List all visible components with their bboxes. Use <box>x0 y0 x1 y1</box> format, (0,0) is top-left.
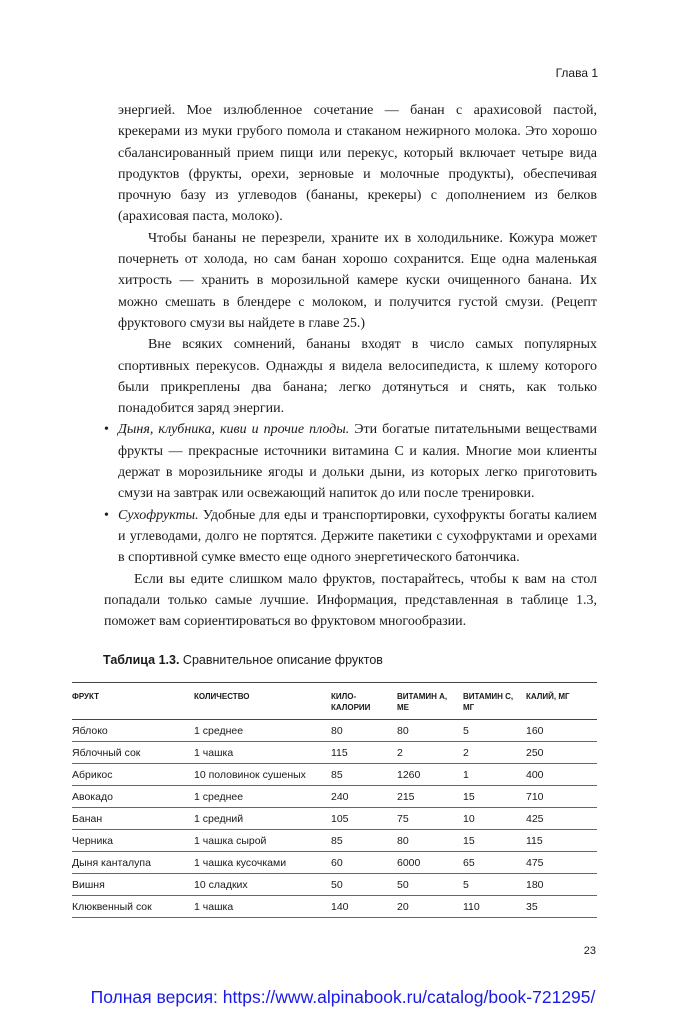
table-cell: 10 половинок сушеных <box>194 764 331 786</box>
table-cell: 115 <box>526 830 597 852</box>
col-header: КОЛИЧЕСТВО <box>194 683 331 720</box>
table-cell: Клюквенный сок <box>72 896 194 918</box>
table-cell: 400 <box>526 764 597 786</box>
table-cell: 1 чашка кусочками <box>194 852 331 874</box>
table-cell: 80 <box>331 720 397 742</box>
table-cell: 10 сладких <box>194 874 331 896</box>
table-cell: 425 <box>526 808 597 830</box>
table-cell: 85 <box>331 764 397 786</box>
table-row <box>72 852 597 874</box>
table-cell: 35 <box>526 896 597 918</box>
col-header: ВИТАМИН С, МГ <box>463 683 526 720</box>
bullet-lead: Дыня, клубника, киви и прочие плоды. <box>118 422 350 438</box>
table-cell: 2 <box>397 742 463 764</box>
bullet-lead: Сухофрукты. <box>118 507 199 523</box>
table-cell: 180 <box>526 874 597 896</box>
table-cell: 75 <box>397 808 463 830</box>
table-row <box>72 874 597 896</box>
table-cell: 140 <box>331 896 397 918</box>
table-cell: 160 <box>526 720 597 742</box>
table-row <box>72 786 597 808</box>
page-number: 23 <box>583 945 596 958</box>
table-cell: Черника <box>72 830 194 852</box>
table-cell: 15 <box>463 786 526 808</box>
table-row <box>72 808 597 830</box>
table-cell: 115 <box>331 742 397 764</box>
paragraph: Вне всяких сомнений, бананы входят в число самых популярных спортивных перекусов. Однажды я видела велосипедиста, к шлему которого были прикреплены два банана; легко дотянуться и снять, как только понадобится заряд энергии. <box>118 337 597 417</box>
table-cell: 50 <box>331 874 397 896</box>
table-cell: 6000 <box>397 852 463 874</box>
table-label: Таблица 1.3. <box>103 653 180 668</box>
table-cell: 1 среднее <box>194 720 331 742</box>
paragraph: Чтобы бананы не перезрели, храните их в холодильнике. Кожура может почернеть от холода, но сам банан хорошо сохранится. Еще одна маленькая хитрость — хранить в морозильной камере куски очищенного банана. Их можно смешать в блендере с молоком, и получится густой смузи. (Рецепт фруктового смузи вы найдете в главе 25.) <box>118 230 597 331</box>
table-cell: 65 <box>463 852 526 874</box>
table-cell: 105 <box>331 808 397 830</box>
paragraph: энергией. Мое излюбленное сочетание — банан с арахисовой пастой, крекерами из муки грубого помола и стаканом нежирного молока. Это хорошо сбалансированный прием пищи или перекус, который включает четыре вида продуктов (фрукты, орехи, зерновые и молочные продукты), обеспечивая прочную базу из углеводов (бананы, крекеры) с дополнением из белков (арахисовая паста, молоко). <box>118 103 597 225</box>
table-cell: 1 среднее <box>194 786 331 808</box>
table-cell: 710 <box>526 786 597 808</box>
table-cell: 1 средний <box>194 808 331 830</box>
table-row <box>72 720 597 742</box>
table-cell: 85 <box>331 830 397 852</box>
table-cell: 1 чашка <box>194 896 331 918</box>
col-header: ВИТАМИН А, МЕ <box>397 683 463 720</box>
table-cell: Дыня канталупа <box>72 852 194 874</box>
table-cell: 1 <box>463 764 526 786</box>
fruit-table <box>72 682 597 918</box>
table-cell: 50 <box>397 874 463 896</box>
chapter-header: Глава 1 <box>555 66 598 80</box>
table-cell: 80 <box>397 720 463 742</box>
table-cell: 1 чашка сырой <box>194 830 331 852</box>
body-text <box>104 100 597 632</box>
col-header: ФРУКТ <box>72 683 194 720</box>
table-cell: 475 <box>526 852 597 874</box>
table-cell: 80 <box>397 830 463 852</box>
table-cell: Абрикос <box>72 764 194 786</box>
table-header-row <box>72 683 597 720</box>
table-row <box>72 742 597 764</box>
table-cell: 60 <box>331 852 397 874</box>
col-header: КИЛО-КАЛОРИИ <box>331 683 397 720</box>
table-cell: Авокадо <box>72 786 194 808</box>
table-cell: 240 <box>331 786 397 808</box>
table-cell: Яблоко <box>72 720 194 742</box>
table-cell: 2 <box>463 742 526 764</box>
table-cell: 110 <box>463 896 526 918</box>
table-cell: 1260 <box>397 764 463 786</box>
table-cell: 215 <box>397 786 463 808</box>
bullet-item <box>118 505 597 569</box>
table-cell: Яблочный сок <box>72 742 194 764</box>
table-cell: 5 <box>463 720 526 742</box>
table-row <box>72 896 597 918</box>
table-cell: 1 чашка <box>194 742 331 764</box>
table-cell: 10 <box>463 808 526 830</box>
table-row <box>72 764 597 786</box>
paragraph: Если вы едите слишком мало фруктов, постарайтесь, чтобы к вам на стол попадали только самые лучшие. Информация, представленная в таблице 1.3, поможет вам сориентироваться во фруктовом многообразии. <box>104 571 597 630</box>
full-version-link[interactable]: Полная версия: https://www.alpinabook.ru/catalog/book-721295/ <box>90 987 596 1008</box>
table-cell: 20 <box>397 896 463 918</box>
bullet-item <box>118 419 597 504</box>
table-cell: Банан <box>72 808 194 830</box>
bullet-text: Эти богатые питательными веществами фрукты — прекрасные источники витамина C и калия. Многие мои клиенты держат в морозильнике ягоды и дольки дыни, из которых легко приготовить смузи на завтрак или освежающий напиток до или после тренировки. <box>118 422 597 502</box>
table-row <box>72 830 597 852</box>
table-title <box>103 652 686 668</box>
table-cell: 250 <box>526 742 597 764</box>
table-cell: 15 <box>463 830 526 852</box>
table-cell: Вишня <box>72 874 194 896</box>
table-cell: 5 <box>463 874 526 896</box>
table-caption: Сравнительное описание фруктов <box>179 653 383 668</box>
col-header: КАЛИЙ, МГ <box>526 683 597 720</box>
bullet-text: Удобные для еды и транспортировки, сухофрукты богаты калием и углеводами, долго не портятся. Держите пакетики с сухофруктами и орехами в спортивной сумке вместо еще одного энергетического батончика. <box>118 507 597 566</box>
